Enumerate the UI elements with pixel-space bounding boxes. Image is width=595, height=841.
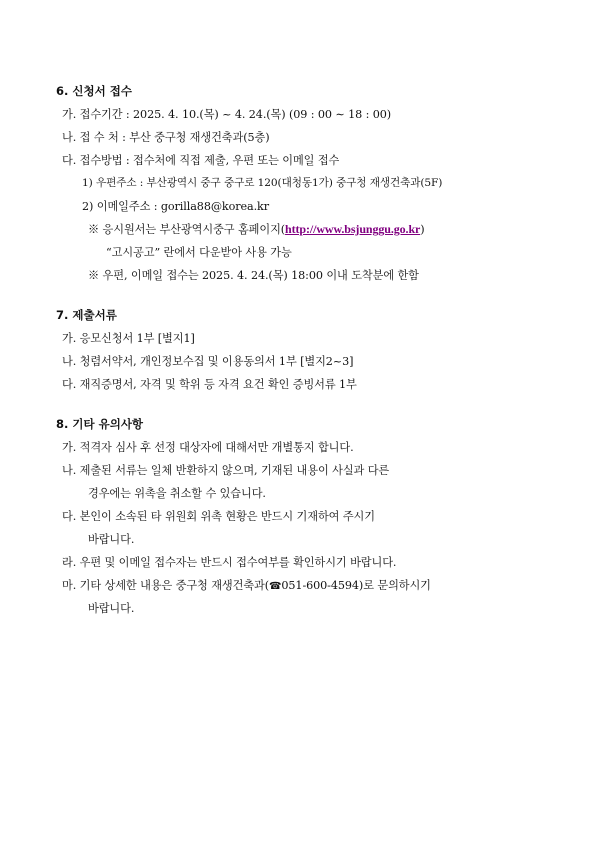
s6-note-homepage-cont: “고시공고” 란에서 다운받아 사용 가능 — [106, 246, 292, 259]
section-8-heading: 8. 기타 유의사항 — [56, 417, 144, 431]
s8-item-na: 나. 제출된 서류는 일체 반환하지 않으며, 기재된 내용이 사실과 다른 — [62, 464, 390, 477]
s8-item-ra: 라. 우편 및 이메일 접수자는 반드시 접수여부를 확인하시기 바랍니다. — [62, 556, 397, 569]
s7-item-da: 다. 재직증명서, 자격 및 학위 등 자격 요건 확인 증빙서류 1부 — [62, 378, 357, 391]
s6-note-deadline: ※ 우편, 이메일 접수는 2025. 4. 24.(목) 18:00 이내 도착분에 한함 — [88, 269, 419, 282]
s8-item-ma-text: 마. 기타 상세한 내용은 중구청 재생건축과( — [62, 579, 270, 592]
s8-item-da-cont: 바랍니다. — [88, 533, 135, 546]
s6-email-address: 2) 이메일주소 : gorilla88@korea.kr — [82, 200, 269, 213]
s8-item-ma — [62, 577, 431, 593]
s7-item-na: 나. 청렴서약서, 개인정보수집 및 이용동의서 1부 [별지2~3] — [62, 355, 354, 368]
note-homepage-text: ※ 응시원서는 부산광역시중구 홈페이지( — [88, 223, 286, 236]
s8-item-ma-phone: 051-600-4594)로 문의하시기 — [281, 579, 431, 592]
s7-item-ga: 가. 응모신청서 1부 [별지1] — [62, 332, 195, 345]
s8-item-ga: 가. 적격자 심사 후 선정 대상자에 대해서만 개별통지 합니다. — [62, 441, 354, 454]
s6-postal-address: 1) 우편주소 : 부산광역시 중구 중구로 120(대청동1가) 중구청 재생건축과(5F) — [82, 177, 443, 189]
section-7-heading: 7. 제출서류 — [56, 308, 117, 322]
s8-item-na-cont: 경우에는 위촉을 취소할 수 있습니다. — [88, 487, 266, 500]
section-6-heading: 6. 신청서 접수 — [56, 84, 132, 98]
s8-item-ma-cont: 바랍니다. — [88, 602, 135, 615]
note-homepage-close: ) — [420, 223, 425, 236]
s8-item-da: 다. 본인이 소속된 타 위원회 위촉 현황은 반드시 기재하여 주시기 — [62, 510, 375, 523]
s6-item-ga: 가. 접수기간 : 2025. 4. 10.(목) ~ 4. 24.(목) (09 : 00 ∼ 18 : 00) — [62, 108, 391, 121]
s6-note-homepage — [88, 221, 538, 237]
phone-icon: ☎ — [269, 581, 282, 592]
homepage-link[interactable]: http://www.bsjunggu.go.kr — [285, 222, 421, 236]
s6-item-da: 다. 접수방법 : 접수처에 직접 제출, 우편 또는 이메일 접수 — [62, 154, 340, 167]
s6-item-na: 나. 접 수 처 : 부산 중구청 재생건축과(5층) — [62, 131, 270, 144]
